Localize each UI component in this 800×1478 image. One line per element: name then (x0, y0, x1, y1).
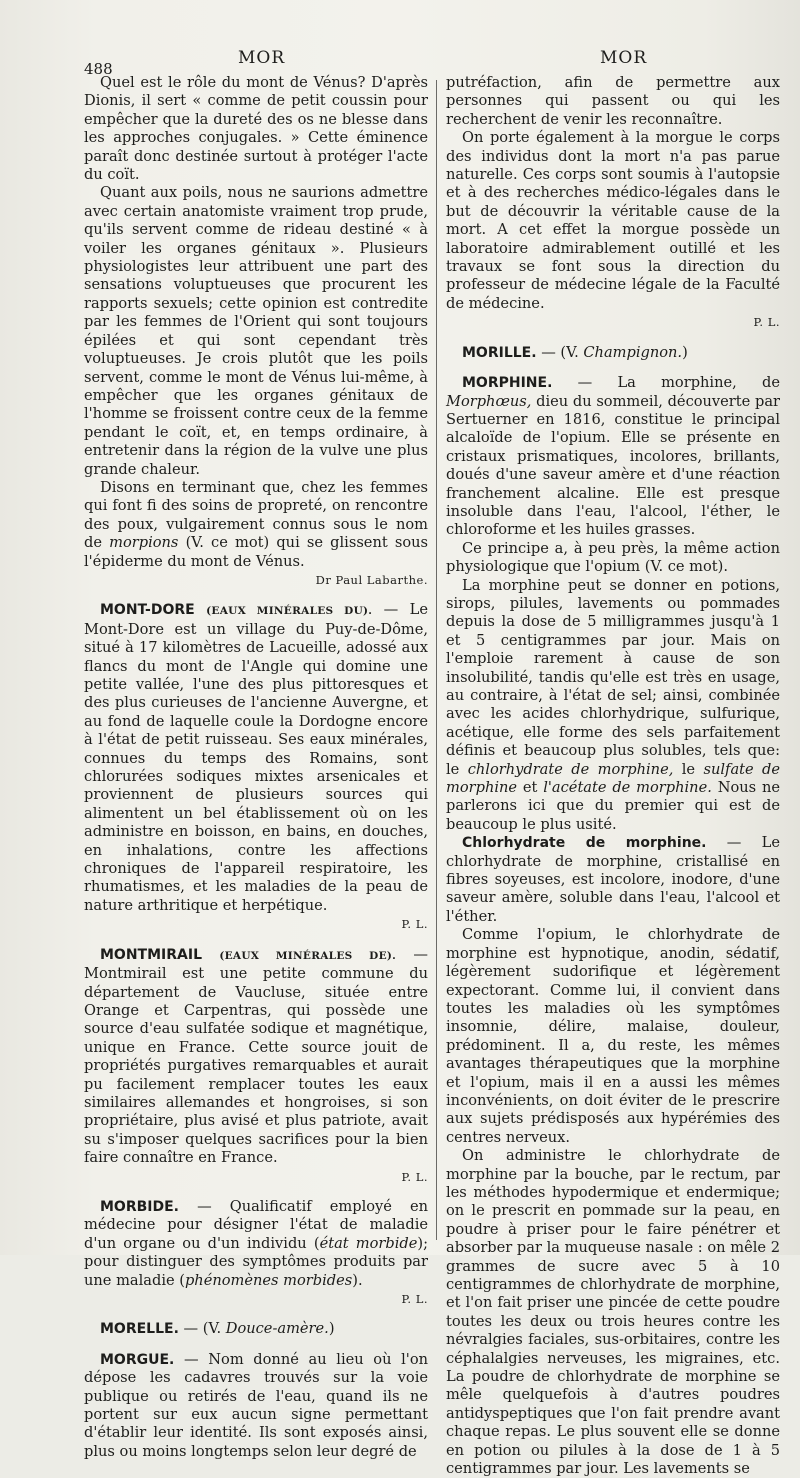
left-column (84, 74, 429, 1460)
paragraph: Quant aux poils, nous ne saurions admettre avec certain anatomiste vraiment trop prude, qu'ils servent comme de rideau destiné « à voiler les organes génitaux ». Plusieurs physiologistes leur attribuent une part des sensations voluptueuses que procurent les rapports sexuels; cette opinion est contredite par les femmes de l'Orient qui sont toujours épilées et qui sont cependant très voluptueuses. Je crois plutôt que les poils servent, comme le mont de Vénus lui-même, à empêcher que les organes génitaux de l'homme se froissent contre ceux de la femme pendant le coït, et, en temps ordinaire, à entretenir dans la région de la vulve une plus grande chaleur. (84, 184, 428, 478)
entry-mont-dore: MONT-DORE (EAUX MINÉRALES DU). — Le Mont-Dore est un village du Puy-de-Dôme, situé à 17 kilomètres de Lacueille, adossé aux flancs du mont de l'Angle qui domine une petite vallée, l'une des plus pittoresques et des plus curieuses de l'ancienne Auvergne, et au fond de laquelle coule la Dordogne encore à l'état de petit ruisseau. Ses eaux minérales, connues du temps des Romains, sont chlorurées sodiques mixtes arsenicales et proviennent de plusieurs sources qui alimentent un bel établissement où on les administre en boisson, en bains, en douches, en inhalations, contre les affections chroniques de l'appareil respiratoire, les rhumatismes, et les maladies de la peau de nature arthritique et herpétique. (84, 601, 428, 914)
entry-montmirail: MONTMIRAIL (EAUX MINÉRALES DE). — Montmirail est une petite commune du département de Vaucluse, située entre Orange et Carpentras, qui possède une source d'eau sulfatée sodique et magnétique, unique en France. Cette source jouit de propriétés purgatives remarquables et aurait pu facilement remplacer toutes les eaux similaires allemandes et hongroises, si son propriétaire, plus avisé et plus patriote, avait su s'imposer quelques sacrifices pour la bien faire connaître en France. (84, 945, 428, 1167)
entry-morille: MORILLE. — (V. Champignon.) (462, 343, 688, 361)
headword: MORPHINE. (462, 375, 553, 392)
headword: MONTMIRAIL (100, 946, 202, 963)
entry-morgue: MORGUE. — Nom donné au lieu où l'on dépose les cadavres trouvés sur la voie publique ou retirés de l'eau, quand ils ne portent sur eux aucun signe permettant d'établir leur identité. Ils sont exposés ainsi, plus ou moins longtemps selon leur degré de (84, 1350, 428, 1460)
running-head-right: MOR (600, 48, 648, 68)
right-column (446, 74, 781, 1478)
headword: MORGUE. (100, 1351, 175, 1368)
signature: P. L. (753, 315, 780, 330)
entry-morbide: MORBIDE. — Qualificatif employé en médecine pour désigner l'état de maladie d'un organe ou d'un individu (état morbide); pour distinguer des symptômes produits par une maladie (phénomènes morbides). (84, 1197, 429, 1289)
entry-morphine: MORPHINE. — La morphine, de Morphœus, dieu du sommeil, découverte par Sertuerner en 1816, constitue le principal alcaloïde de l'opium. Elle se présente en cristaux prismatiques, incolores, brillants, doués d'une saveur amère et d'une réaction franchement alcaline. Elle est presque insoluble dans l'eau, l'alcool, l'éther, le chloroforme et les huiles grasses. (446, 374, 781, 539)
entry-chlorhydrate: Chlorhydrate de morphine. — Le chlorhydrate de morphine, cristallisé en fibres soyeuses, est incolore, inodore, d'une saveur amère, soluble dans l'eau, l'alcool et l'éther. (446, 834, 780, 925)
paragraph: On administre le chlorhydrate de morphine par la bouche, par le rectum, par les méthodes hypodermique et endermique; on le prescrit en pommade sur la peau, en poudre à priser pour le faire pénétrer et absorber par la muqueuse nasale : on mêle 2 grammes de sucre avec 5 à 10 centigrammes de chlorhydrate de morphine, et l'on fait priser une pincée de cette poudre toutes les deux ou trois heures contre les névralgies faciales, sus-orbitaires, contre les céphalalgies nerveuses, les migraines, etc. La poudre de chlorhydrate de morphine se mêle quelquefois à d'autres poudres antidyspeptiques que l'on fait prendre avant chaque repas. Le plus souvent elle se donne en potion ou pilules à la dose de 1 à 5 centigrammes par jour. Les lavements se (446, 1147, 780, 1478)
column-rule (436, 80, 437, 1240)
headword: MONT-DORE (100, 602, 195, 619)
paragraph: La morphine peut se donner en potions, sirops, pilules, lavements ou pommades depuis la dose de 5 milligrammes jusqu'à 1 et 5 centigrammes par jour. Mais on l'emploie rarement à cause de son insolubilité, tandis qu'elle est très en usage, au contraire, à l'état de sel; ainsi, combinée avec les acides chlorhydrique, sulfurique, acétique, elle forme des sels parfaitement définis et beaucoup plus solubles, tels que: le chlorhydrate de morphine, le sulfate de morphine et l'acétate de morphine. Nous ne parlerons ici que du premier qui est de beaucoup le plus usité. (446, 576, 781, 833)
paragraph: putréfaction, afin de permettre aux personnes qui passent ou qui les recherchent de venir les reconnaître. (446, 74, 780, 128)
headword: MORELLE. (100, 1321, 179, 1338)
entry-morelle: MORELLE. — (V. Douce-amère.) (100, 1320, 335, 1338)
paragraph: Disons en terminant que, chez les femmes qui font fi des soins de propreté, on rencontre des poux, vulgairement connus sous le nom de morpions (V. ce mot) qui se glissent sous l'épiderme du mont de Vénus. (84, 478, 429, 570)
paragraph: Quel est le rôle du mont de Vénus? D'après Dionis, il sert « comme de petit coussin pour empêcher que la dureté des os ne blesse dans les approches conjugales. » Cette éminence paraît donc destinée surtout à protéger l'acte du coït. (84, 74, 428, 184)
page-number: 488 (84, 60, 113, 78)
paragraph: Comme l'opium, le chlorhydrate de morphine est hypnotique, anodin, sédatif, légèrement sudorifique et légèrement expectorant. Comme lui, il convient dans toutes les maladies où les symptômes insomnie, délire, malaise, douleur, prédominent. Il a, du reste, les mêmes avantages thérapeutiques que la morphine et l'opium, mais il en a aussi les mêmes inconvénients, on doit éviter de le prescrire aux sujets prédisposés aux hypérémies des centres nerveux. (446, 926, 780, 1146)
paragraph: On porte également à la morgue le corps des individus dont la mort n'a pas parue naturelle. Ces corps sont soumis à l'autopsie et à des recherches médico-légales dans le but de découvrir la véritable cause de la mort. A cet effet la morgue possède un laboratoire admirablement outillé et les travaux se font sous la direction du professeur de médecine légale de la Faculté de médecine. (446, 129, 780, 312)
signature: P. L. (401, 1169, 428, 1184)
paragraph: Ce principe a, à peu près, la même action physiologique que l'opium (V. ce mot). (446, 539, 780, 576)
subheadword: Chlorhydrate de morphine. (462, 835, 707, 852)
signature: P. L. (401, 1292, 428, 1306)
headword: MORBIDE. (100, 1198, 179, 1215)
headword: MORILLE. (462, 344, 537, 361)
signature: Dr Paul Labarthe. (315, 572, 428, 587)
running-head-left: MOR (238, 48, 286, 68)
signature: P. L. (401, 917, 428, 932)
